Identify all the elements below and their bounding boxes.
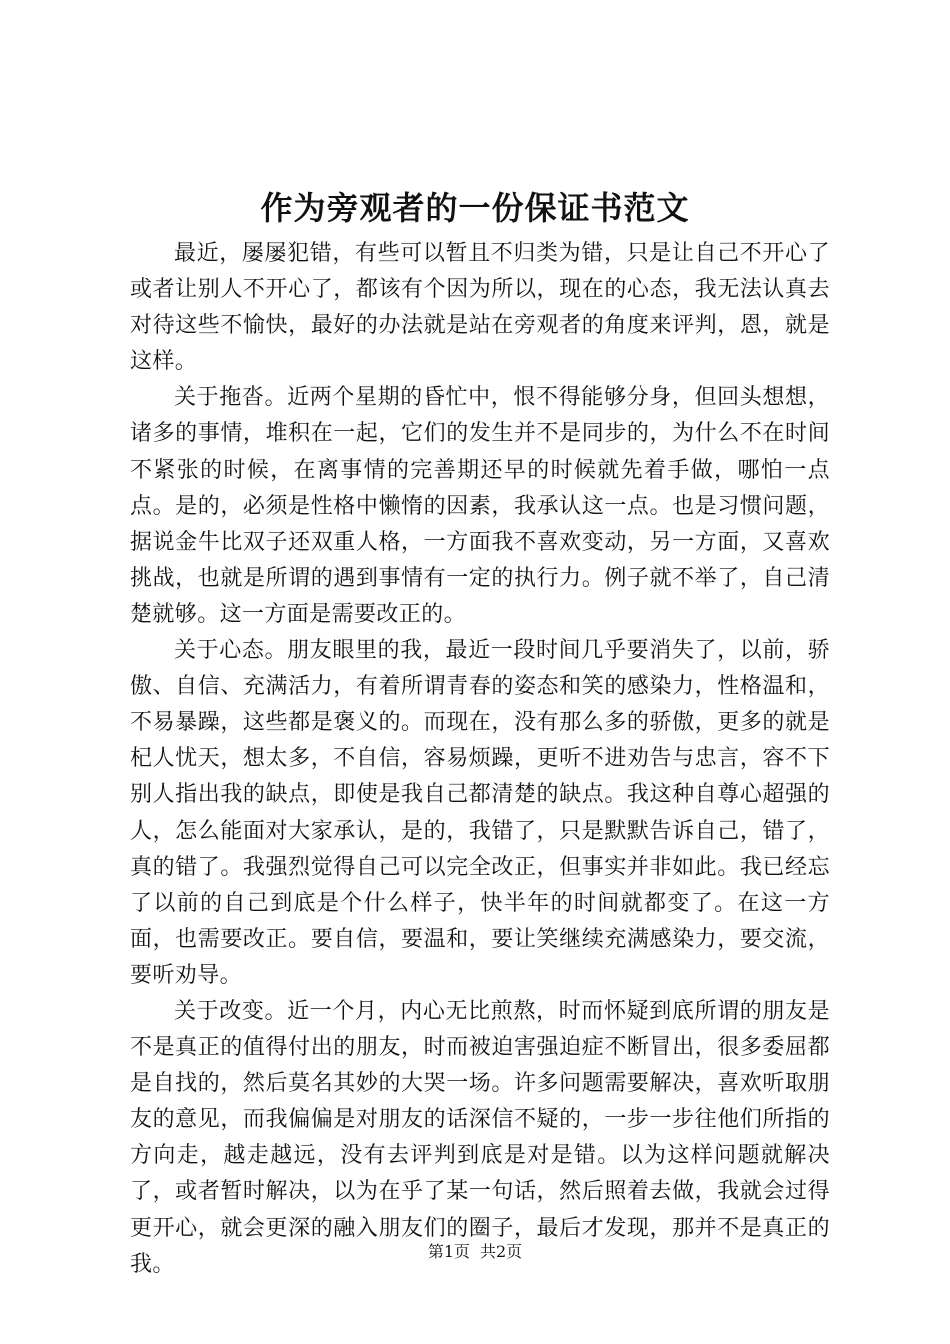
page-footer (0, 1240, 950, 1264)
paragraph: 关于改变。近一个月，内心无比煎熬，时而怀疑到底所谓的朋友是不是真正的值得付出的朋友，时而被迫害强迫症不断冒出，很多委屈都是自找的，然后莫名其妙的大哭一场。许多问题需要解决，喜欢听取朋友的意见，而我偏偏是对朋友的话深信不疑的，一步一步往他们所指的方向走，越走越远，没有去评判到底是对是错。以为这样问题就解决了，或者暂时解决，以为在乎了某一句话，然后照着去做，我就会过得更开心，就会更深的融入朋友们的圈子，最后才发现，那并不是真正的我。 (130, 998, 830, 1277)
paragraph: 关于心态。朋友眼里的我，最近一段时间几乎要消失了，以前，骄傲、自信、充满活力，有着所谓青春的姿态和笑的感染力，性格温和，不易暴躁，这些都是褒义的。而现在，没有那么多的骄傲，更多的就是杞人忧天，想太多，不自信，容易烦躁，更听不进劝告与忠言，容不下别人指出我的缺点，即使是我自己都清楚的缺点。我这种自尊心超强的人，怎么能面对大家承认，是的，我错了，只是默默告诉自己，错了，真的错了。我强烈觉得自己可以完全改正，但事实并非如此。我已经忘了以前的自己到底是个什么样子，快半年的时间就都变了。在这一方面，也需要改正。要自信，要温和，要让笑继续充满感染力，要交流，要听劝导。 (130, 638, 830, 988)
document-body (130, 236, 830, 1283)
page-number: 第1页 (427, 1242, 470, 1261)
paragraph: 最近，屡屡犯错，有些可以暂且不归类为错，只是让自己不开心了或者让别人不开心了，都该有个因为所以，现在的心态，我无法认真去对待这些不愉快，最好的办法就是站在旁观者的角度来评判，恩，就是这样。 (130, 241, 830, 375)
page-count: 共2页 (480, 1242, 523, 1261)
paragraph: 关于拖沓。近两个星期的昏忙中，恨不得能够分身，但回头想想，诸多的事情，堆积在一起，它们的发生并不是同步的，为什么不在时间不紧张的时候，在离事情的完善期还早的时候就先着手做，哪怕一点点。是的，必须是性格中懒惰的因素，我承认这一点。也是习惯问题，据说金牛比双子还双重人格，一方面我不喜欢变动，另一方面，又喜欢挑战，也就是所谓的遇到事情有一定的执行力。例子就不举了，自己清楚就够。这一方面是需要改正的。 (130, 385, 830, 627)
document-title: 作为旁观者的一份保证书范文 (260, 189, 690, 227)
